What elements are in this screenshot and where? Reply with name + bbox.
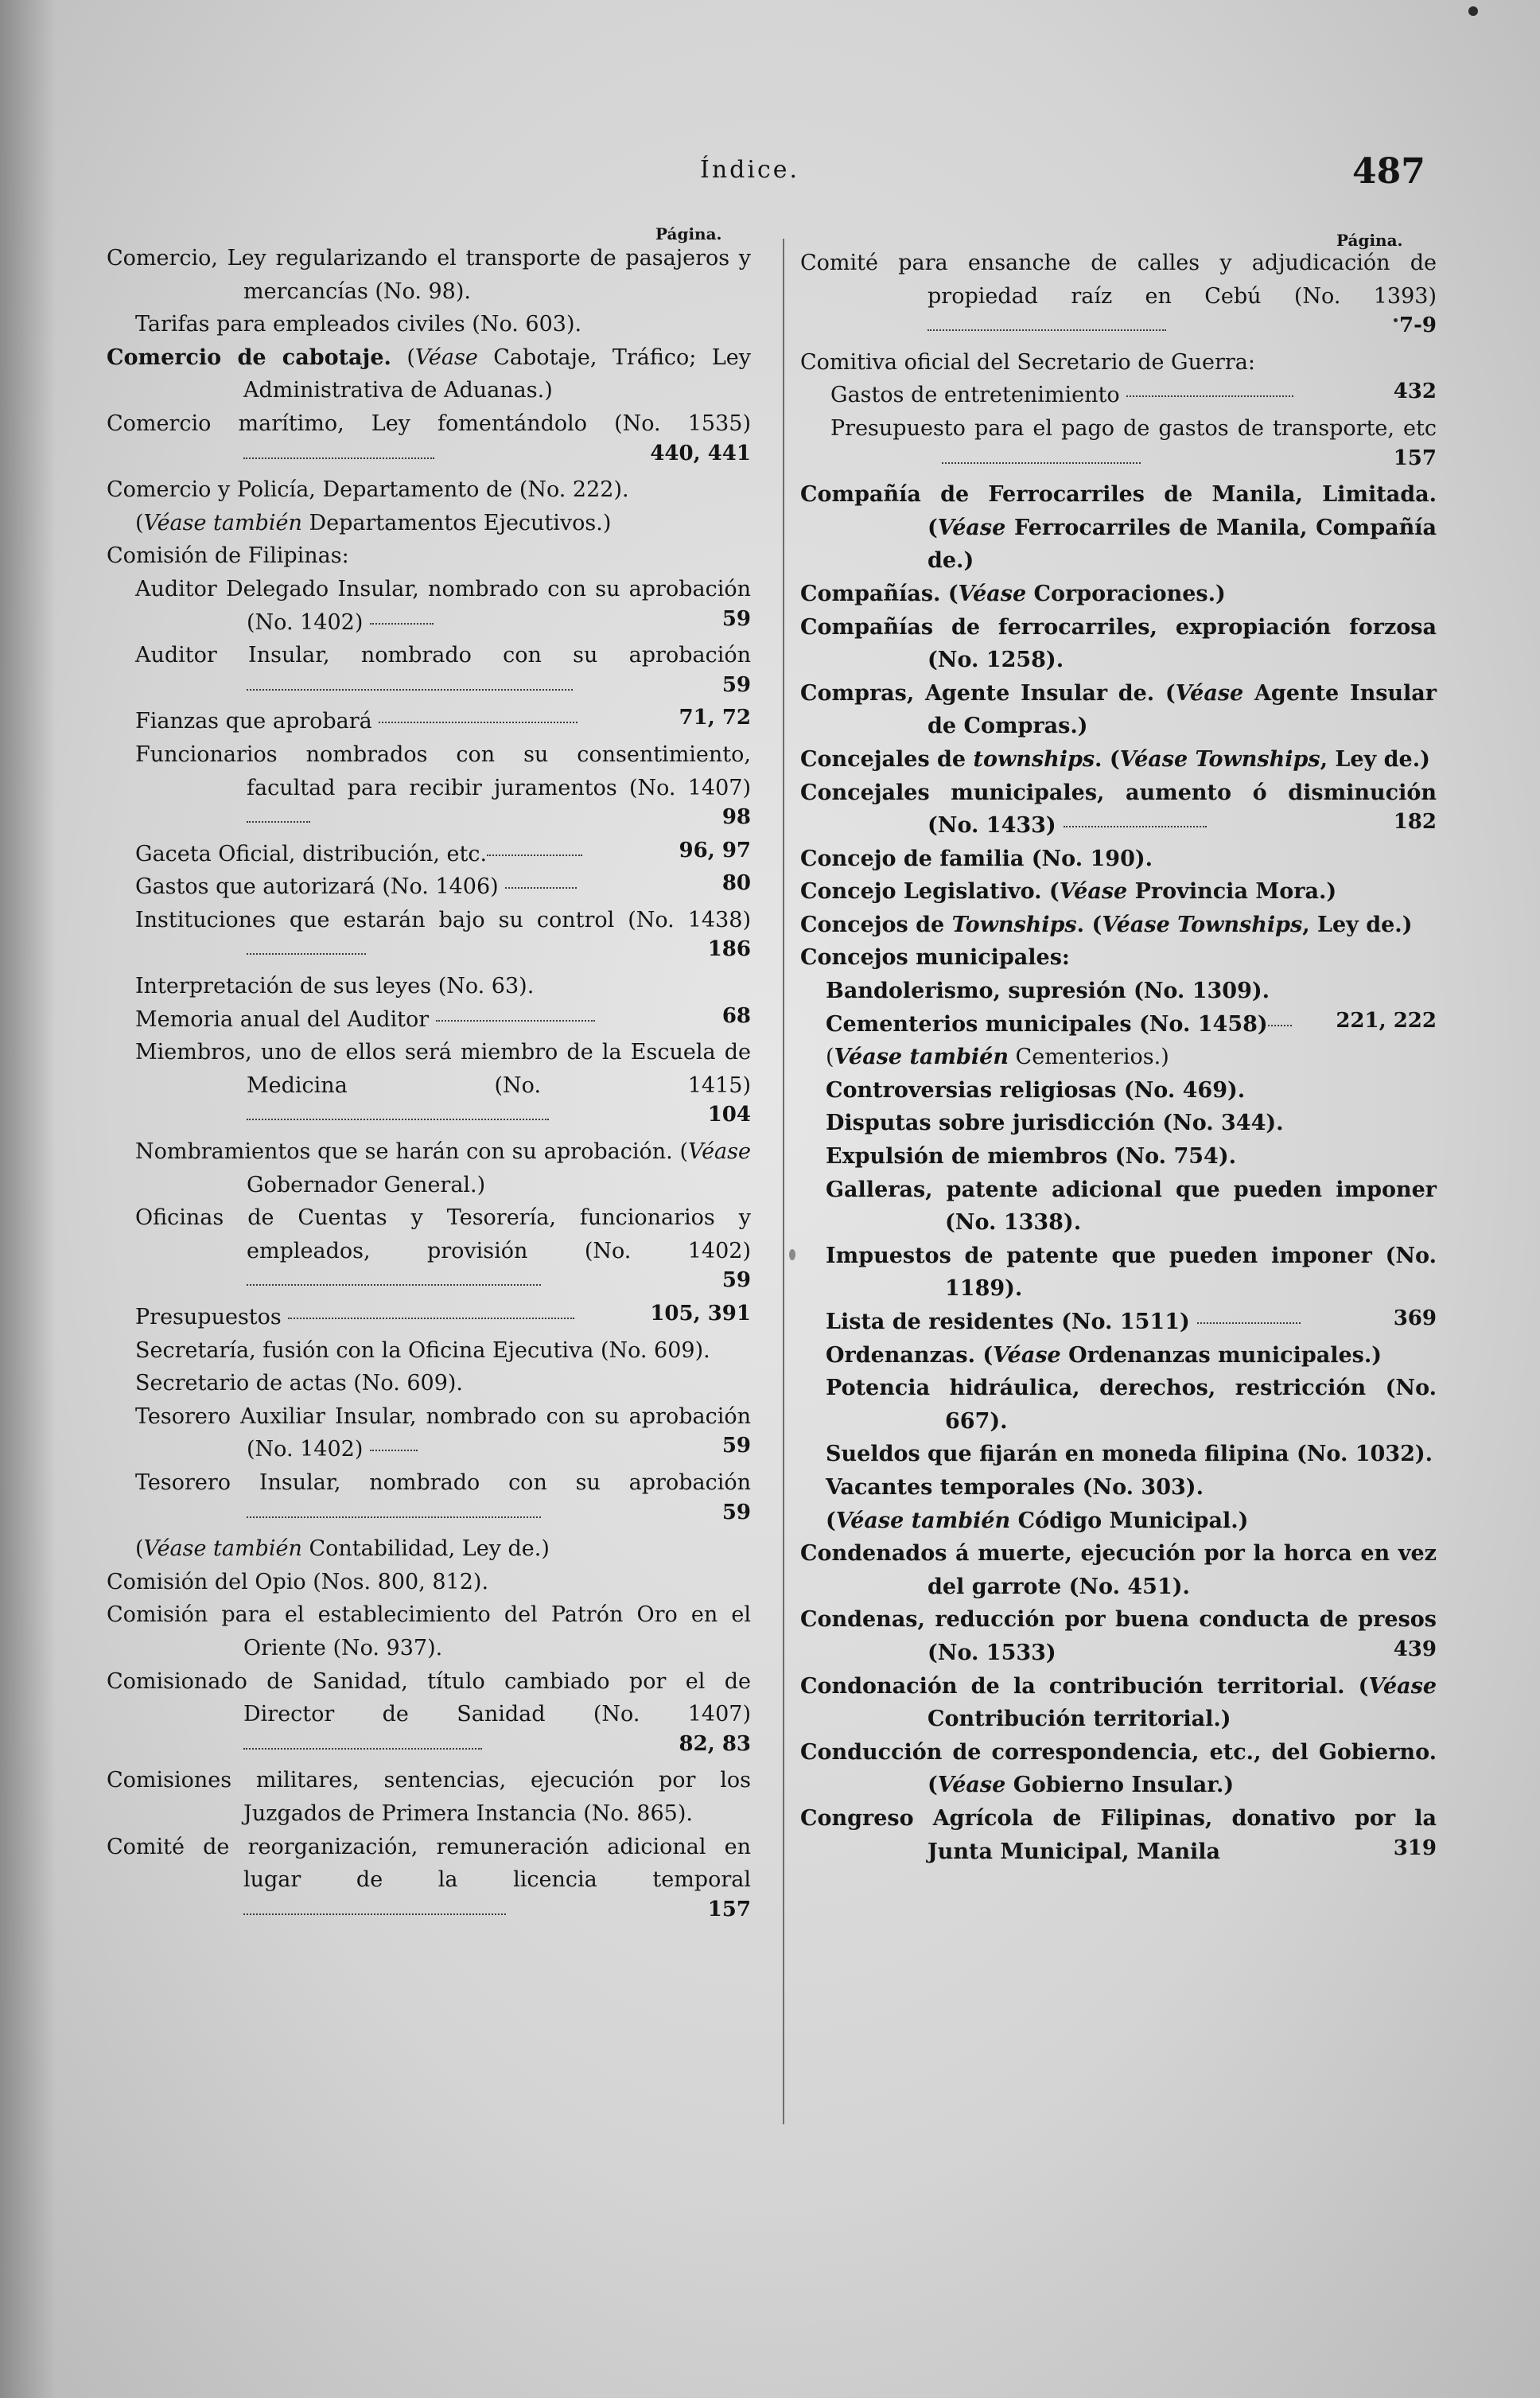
index-entry	[107, 407, 751, 473]
entry-text: Nombramientos que se harán con su aprobación. (	[135, 1139, 689, 1165]
see-reference: Véase	[937, 1773, 1006, 1798]
index-entry	[800, 843, 1437, 876]
entry-text: Condonación de la contribución territorial. (	[800, 1673, 1369, 1699]
entry-text: Auditor Insular, nombrado con su aprobación	[135, 643, 751, 668]
dot-leader	[436, 1020, 595, 1022]
index-entry	[800, 247, 1437, 346]
index-subentry	[107, 639, 751, 705]
entry-text: Comisión de Filipinas:	[107, 543, 349, 569]
entry-text: Concejo de familia (No. 190).	[800, 846, 1153, 871]
page-reference: 7-9	[1399, 313, 1437, 338]
index-entry	[800, 909, 1437, 942]
index-subentry	[107, 1334, 751, 1368]
entry-text: Corporaciones.)	[1026, 581, 1226, 606]
page-reference: 369	[1393, 1306, 1437, 1330]
entry-text: Fianzas que aprobará	[135, 709, 372, 734]
entry-text: Agente Insular de Compras.)	[928, 680, 1437, 739]
index-subentry	[107, 1301, 751, 1334]
entry-text: Auditor Delegado Insular, nombrado con su aprobación (No. 1402)	[135, 576, 751, 635]
dot-leader	[243, 457, 434, 459]
entry-heading: Comercio de cabotaje.	[107, 345, 391, 370]
index-entry	[800, 1603, 1437, 1669]
dot-leader	[487, 854, 582, 856]
entry-text: Impuestos de patente que pueden imponer (No. 1189).	[826, 1243, 1437, 1302]
entry-text: Funcionarios nombrados con su consentimiento, facultad para recibir juramentos (No. 1407)	[135, 742, 751, 800]
entry-text: Bandolerismo, supresión (No. 1309).	[826, 979, 1270, 1004]
see-reference: Véase también	[143, 510, 302, 535]
index-subentry	[800, 1438, 1437, 1471]
print-speck	[1468, 6, 1478, 16]
index-subentry	[800, 1372, 1437, 1438]
dot-leader	[247, 689, 573, 691]
dot-leader	[505, 887, 577, 889]
page-reference: 59	[721, 1268, 751, 1293]
entry-text: Secretario de actas (No. 609).	[135, 1371, 464, 1396]
dot-leader	[1197, 1322, 1301, 1324]
entry-text: Contribución territorial.)	[928, 1707, 1231, 1732]
entry-text: Tesorero Auxiliar Insular, nombrado con su aprobación (No. 1402)	[135, 1403, 751, 1462]
see-reference: Véase	[1059, 879, 1128, 905]
entry-text: Comercio, Ley regularizando el transporte de pasajeros y mercancías (No. 98).	[107, 246, 751, 304]
entry-text: Cabotaje, Tráfico; Ley Administrativa de Aduanas.)	[243, 345, 751, 403]
entry-text: Presupuestos	[135, 1305, 282, 1329]
index-subentry	[107, 1201, 751, 1301]
page-reference: 157	[707, 1897, 751, 1921]
index-subentry	[107, 870, 751, 904]
entry-text: Interpretación de sus leyes (No. 63).	[135, 974, 535, 999]
entry-text: Departamentos Ejecutivos.)	[301, 510, 612, 535]
index-entry	[800, 478, 1437, 578]
entry-text: Controversias religiosas (No. 469).	[826, 1077, 1246, 1103]
entry-text: Ordenanzas municipales.)	[1060, 1342, 1382, 1368]
see-reference: Véase	[1368, 1673, 1437, 1699]
page-reference: 157	[1393, 446, 1437, 470]
index-subentry	[800, 379, 1437, 412]
dot-leader	[942, 462, 1141, 464]
entry-text: Concejales municipales, aumento ó disminución (No. 1433)	[800, 780, 1437, 839]
page-reference: 59	[721, 672, 751, 697]
entry-text: Comercio marítimo, Ley fomentándolo (No. 1535)	[107, 411, 751, 436]
page-reference: 439	[1393, 1637, 1437, 1661]
see-reference: Véase	[937, 515, 1006, 540]
index-entry	[800, 1537, 1437, 1603]
entry-text: Gobernador General.)	[247, 1172, 486, 1197]
entry-text: Compras, Agente Insular de. (	[800, 680, 1176, 706]
entry-text: Provincia Mora.)	[1127, 879, 1337, 905]
entry-text: Cementerios.)	[1008, 1045, 1169, 1070]
index-entry	[107, 1598, 751, 1664]
index-subentry	[107, 904, 751, 970]
entry-text: Comisionado de Sanidad, título cambiado por el de Director de Sanidad (No. 1407)	[107, 1668, 751, 1727]
entry-text: Comercio y Policía, Departamento de (No. 222).	[107, 477, 629, 503]
index-subentry	[800, 1471, 1437, 1505]
entry-text: Contabilidad, Ley de.)	[301, 1536, 550, 1562]
index-subentry	[107, 308, 751, 341]
see-reference: Véase	[958, 581, 1027, 606]
index-entry	[800, 1802, 1437, 1868]
entry-text: Gaceta Oficial, distribución, etc.	[135, 841, 488, 866]
page-reference: 59	[721, 1434, 751, 1458]
index-entry	[800, 611, 1437, 677]
print-speck	[1394, 318, 1398, 322]
see-reference: Véase también	[835, 1508, 1011, 1533]
index-entry	[800, 875, 1437, 909]
dot-leader	[1126, 395, 1293, 397]
index-entry	[107, 341, 751, 407]
dot-leader	[247, 1119, 549, 1120]
entry-text: Comité para ensanche de calles y adjudicación de propiedad raíz en Cebú (No. 1393)	[800, 251, 1437, 309]
column-divider	[783, 239, 784, 2124]
pagina-label-right: Página.	[1336, 231, 1403, 250]
index-entry	[107, 242, 751, 308]
page-reference: 71, 72	[679, 706, 751, 730]
entry-text: Congreso Agrícola de Filipinas, donativo por la Junta Municipal, Manila	[800, 1805, 1437, 1864]
page-reference: 80	[721, 871, 751, 896]
entry-text: Tarifas para empleados civiles (No. 603).	[135, 312, 582, 337]
index-subentry	[800, 975, 1437, 1008]
index-subentry	[107, 1003, 751, 1037]
entry-text: Memoria anual del Auditor	[135, 1006, 430, 1032]
entry-text: Sueldos que fijarán en moneda filipina (No. 1032).	[826, 1442, 1433, 1467]
page-reference: 68	[721, 1003, 751, 1028]
dot-leader	[1064, 826, 1207, 827]
index-subentry	[107, 573, 751, 639]
index-entry	[107, 1831, 751, 1930]
dot-leader	[370, 623, 434, 625]
index-subentry	[107, 970, 751, 1003]
see-reference: Véase Townships	[1119, 746, 1320, 772]
index-subentry	[107, 738, 751, 838]
entry-text: Disputas sobre jurisdicción (No. 344).	[826, 1111, 1284, 1136]
index-subentry	[107, 1400, 751, 1466]
index-entry	[800, 743, 1437, 777]
page-reference: 59	[721, 1500, 751, 1524]
index-entry	[107, 539, 751, 573]
print-speck	[789, 1249, 795, 1260]
dot-leader	[247, 953, 366, 955]
see-reference: Véase	[414, 345, 478, 370]
dot-leader	[247, 821, 310, 823]
index-subentry	[800, 1306, 1437, 1339]
dot-leader	[288, 1318, 574, 1319]
index-entry	[800, 941, 1437, 975]
running-head: Índice.	[700, 156, 800, 184]
index-subentry	[800, 1107, 1437, 1140]
index-subentry	[107, 1466, 751, 1532]
index-subentry	[800, 1174, 1437, 1240]
entry-text: Oficinas de Cuentas y Tesorería, funcionarios y empleados, provisión (No. 1402)	[135, 1205, 751, 1263]
index-entry	[800, 1736, 1437, 1802]
page-reference: 186	[707, 937, 751, 962]
entry-text: Condenas, reducción por buena conducta de presos (No. 1533)	[800, 1607, 1437, 1665]
dot-leader	[247, 1284, 541, 1286]
entry-text: Condenados á muerte, ejecución por la horca en vez del garrote (No. 451).	[800, 1541, 1437, 1599]
index-entry	[800, 677, 1437, 743]
index-subentry: (Véase también Contabilidad, Ley de.)	[135, 1536, 550, 1562]
dot-leader	[243, 1913, 506, 1915]
entry-text: Miembros, uno de ellos será miembro de la Escuela de Medicina (No. 1415)	[135, 1040, 751, 1098]
index-subentry	[800, 1074, 1437, 1108]
see-reference: townships	[973, 746, 1095, 772]
page-reference: 82, 83	[679, 1731, 751, 1756]
entry-text: Instituciones que estarán bajo su control (No. 1438)	[135, 907, 751, 932]
index-subentry: (Véase también Departamentos Ejecutivos.)	[135, 510, 612, 535]
entry-text: Gastos que autorizará (No. 1406)	[135, 874, 499, 900]
page-reference: 59	[721, 606, 751, 631]
entry-text: Galleras, patente adicional que pueden imponer (No. 1338).	[826, 1177, 1437, 1236]
see-reference: Townships	[951, 912, 1077, 937]
dot-leader	[247, 1516, 541, 1518]
index-entry	[107, 1665, 751, 1765]
see-reference: Véase	[993, 1342, 1061, 1368]
entry-text: Concejos municipales:	[800, 945, 1070, 971]
entry-text: Conducción de correspondencia, etc., del Gobierno. (	[800, 1739, 1437, 1798]
entry-text: Ferrocarriles de Manila, Compañía de.)	[928, 515, 1437, 574]
scan-shadow	[0, 0, 56, 2398]
index-entry	[800, 346, 1437, 380]
entry-text: Compañías de ferrocarriles, expropiación forzosa (No. 1258).	[800, 614, 1437, 673]
index-subentry	[107, 1135, 751, 1201]
dot-leader	[379, 722, 578, 723]
dot-leader	[1268, 1025, 1292, 1026]
entry-text: Concejos de	[800, 912, 952, 937]
entry-text: Potencia hidráulica, derechos, restricción (No. 667).	[826, 1376, 1437, 1434]
left-column	[107, 242, 751, 1929]
entry-text: Comisión para el establecimiento del Patrón Oro en el Oriente (No. 937).	[107, 1602, 751, 1660]
entry-text: Concejo Legislativo. (	[800, 879, 1060, 905]
entry-text: Expulsión de miembros (No. 754).	[826, 1144, 1237, 1170]
index-subentry	[107, 838, 751, 871]
entry-text: (	[391, 345, 415, 370]
right-column	[800, 247, 1437, 1868]
page-reference: 96, 97	[679, 838, 751, 862]
entry-text: Vacantes temporales (No. 303).	[826, 1474, 1204, 1500]
index-subentry	[800, 1240, 1437, 1306]
index-subentry: (Véase también Código Municipal.)	[826, 1508, 1249, 1533]
page-number: 487	[1352, 151, 1425, 192]
entry-text: Concejales de	[800, 746, 974, 772]
page-reference: 440, 441	[650, 441, 751, 465]
entry-text: Gastos de entretenimiento	[830, 383, 1120, 408]
page-reference: 221, 222	[1336, 1008, 1437, 1033]
index-subentry	[107, 705, 751, 738]
entry-text: Tesorero Insular, nombrado con su aprobación	[135, 1470, 751, 1495]
entry-text: . (	[1095, 746, 1120, 772]
index-entry	[107, 1764, 751, 1830]
page-reference: 319	[1393, 1835, 1437, 1860]
index-entry	[800, 578, 1437, 611]
dot-leader	[928, 329, 1166, 331]
index-subentry	[107, 1367, 751, 1400]
index-entry	[800, 1670, 1437, 1736]
page-reference: 432	[1393, 380, 1437, 404]
index-subentry	[800, 1008, 1437, 1041]
index-entry	[107, 473, 751, 507]
entry-text: Gobierno Insular.)	[1005, 1773, 1235, 1798]
entry-text: Comisiones militares, sentencias, ejecución por los Juzgados de Primera Instancia (No. 865).	[107, 1768, 751, 1826]
page-reference: 105, 391	[650, 1302, 751, 1326]
page-reference: 182	[1393, 810, 1437, 835]
index-subentry	[800, 1339, 1437, 1372]
index-entry	[800, 777, 1437, 843]
entry-text: Cementerios municipales (No. 1458)	[826, 1011, 1268, 1037]
index-subentry	[800, 1140, 1437, 1174]
dot-leader	[370, 1450, 418, 1451]
index-subentry	[800, 412, 1437, 478]
see-reference: Véase también	[143, 1536, 302, 1562]
entry-text: Compañías. (	[800, 581, 959, 606]
index-subentry	[107, 1036, 751, 1135]
entry-text: . (	[1076, 912, 1102, 937]
entry-text: , Ley de.)	[1302, 912, 1413, 937]
entry-text: Comité de reorganización, remuneración adicional en lugar de la licencia temporal	[107, 1834, 751, 1893]
entry-text: Secretaría, fusión con la Oficina Ejecutiva (No. 609).	[135, 1337, 710, 1363]
dot-leader	[243, 1748, 482, 1750]
pagina-label-left: Página.	[655, 224, 722, 243]
entry-text: Código Municipal.)	[1010, 1508, 1249, 1533]
page-reference: 98	[721, 805, 751, 830]
entry-text: Presupuesto para el pago de gastos de transporte, etc	[830, 415, 1437, 441]
see-reference: Véase	[1175, 680, 1244, 706]
see-reference: Véase también	[834, 1045, 1009, 1070]
index-subentry: (Véase también Cementerios.)	[826, 1045, 1169, 1070]
entry-text: Lista de residentes (No. 1511)	[826, 1310, 1190, 1334]
see-reference: Véase	[688, 1139, 751, 1165]
see-reference: Véase Townships	[1102, 912, 1303, 937]
entry-text: , Ley de.)	[1320, 746, 1430, 772]
entry-text: Comisión del Opio (Nos. 800, 812).	[107, 1569, 489, 1594]
index-entry	[107, 1566, 751, 1599]
entry-text: Comitiva oficial del Secretario de Guerra:	[800, 349, 1255, 375]
page-reference: 104	[707, 1103, 751, 1127]
entry-text: Ordenanzas. (	[826, 1342, 994, 1368]
entry-text: Compañía de Ferrocarriles de Manila, Limitada. (	[800, 482, 1437, 540]
